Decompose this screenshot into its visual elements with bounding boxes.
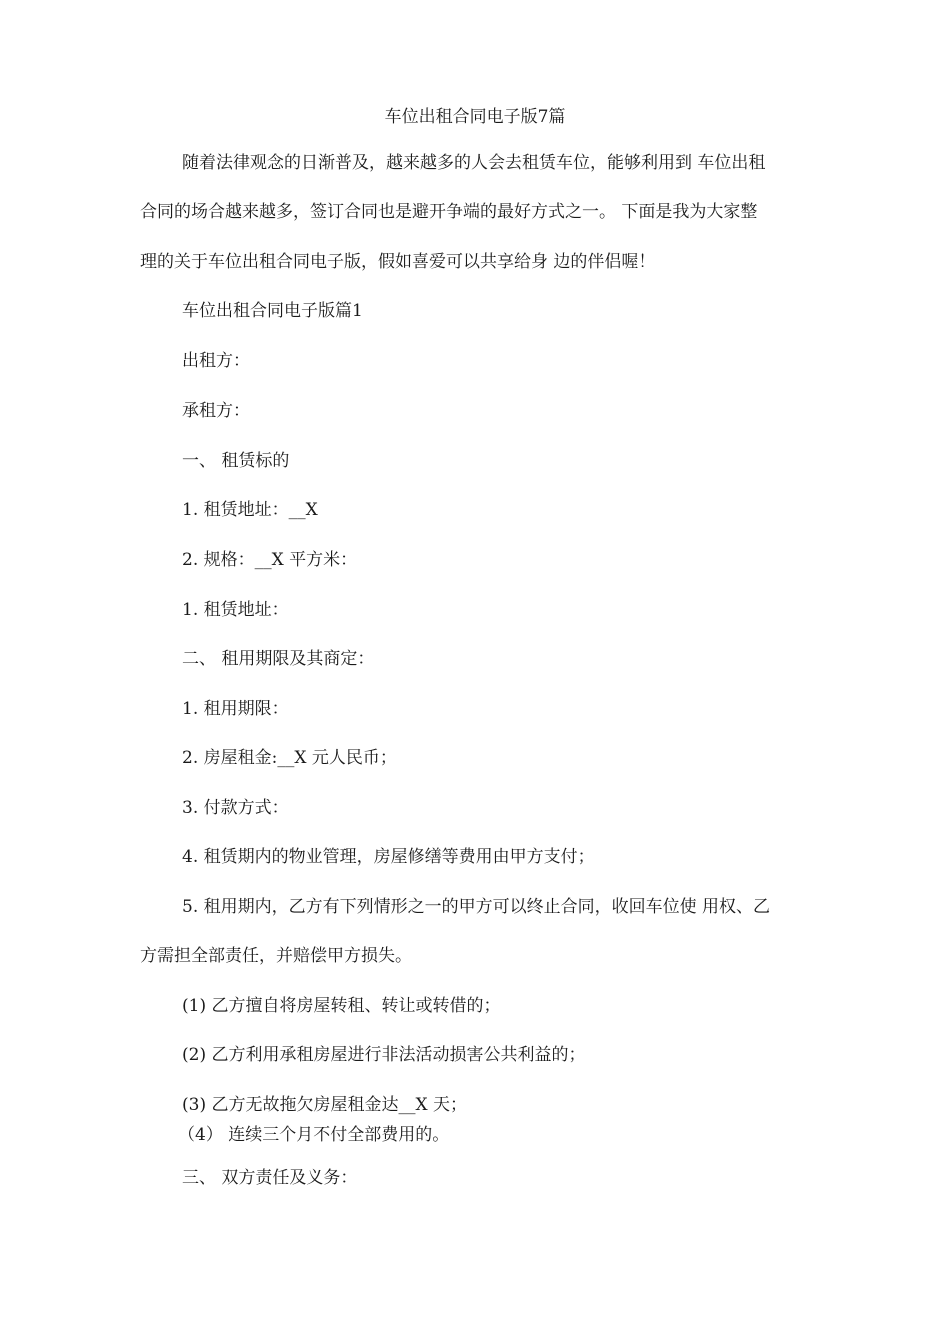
clause2-item: 3. 付款方式： [182, 798, 289, 818]
intro-line-3: 理的关于车位出租合同电子版，假如喜爱可以共享给身 边的伴侣喔！ [140, 252, 656, 272]
lessee-label: 承租方： [182, 401, 250, 421]
clause1-item: 1. 租赁地址： [182, 600, 289, 620]
clause1-item: 1. 租赁地址：__X [182, 500, 318, 520]
lessor-label: 出租方： [182, 351, 250, 371]
clause1-item: 2. 规格：__X 平方米： [182, 550, 358, 570]
clause2-item5-line-1: 5. 租用期内，乙方有下列情形之一的甲方可以终止合同，收回车位使 用权、乙 [182, 897, 771, 917]
document-title: 车位出租合同电子版7篇 [384, 107, 566, 127]
clause2-item: 4. 租赁期内的物业管理，房屋修缮等费用由甲方支付； [182, 847, 595, 867]
sub-item: （4） 连续三个月不付全部费用的。 [178, 1125, 450, 1145]
clause2-item: 1. 租用期限： [182, 699, 289, 719]
sub-item: (1) 乙方擅自将房屋转租、转让或转借的； [182, 996, 501, 1016]
clause2-item: 2. 房屋租金:__X 元人民币； [182, 748, 397, 768]
sub-item: (3) 乙方无故拖欠房屋租金达__X 天； [182, 1095, 467, 1115]
section-heading: 车位出租合同电子版篇1 [182, 301, 363, 321]
clause3-title: 三、 双方责任及义务： [182, 1168, 358, 1188]
clause2-item5-line-2: 方需担全部责任，并赔偿甲方损失。 [140, 946, 412, 966]
clause1-title: 一、 租赁标的 [182, 451, 290, 471]
clause2-title: 二、 租用期限及其商定： [182, 649, 375, 669]
sub-item: (2) 乙方利用承租房屋进行非法活动损害公共利益的； [182, 1045, 586, 1065]
intro-line-2: 合同的场合越来越多，签订合同也是避开争端的最好方式之一。 下面是我为大家整 [140, 202, 758, 222]
intro-line-1: 随着法律观念的日渐普及，越来越多的人会去租赁车位，能够利用到 车位出租 [182, 153, 766, 173]
